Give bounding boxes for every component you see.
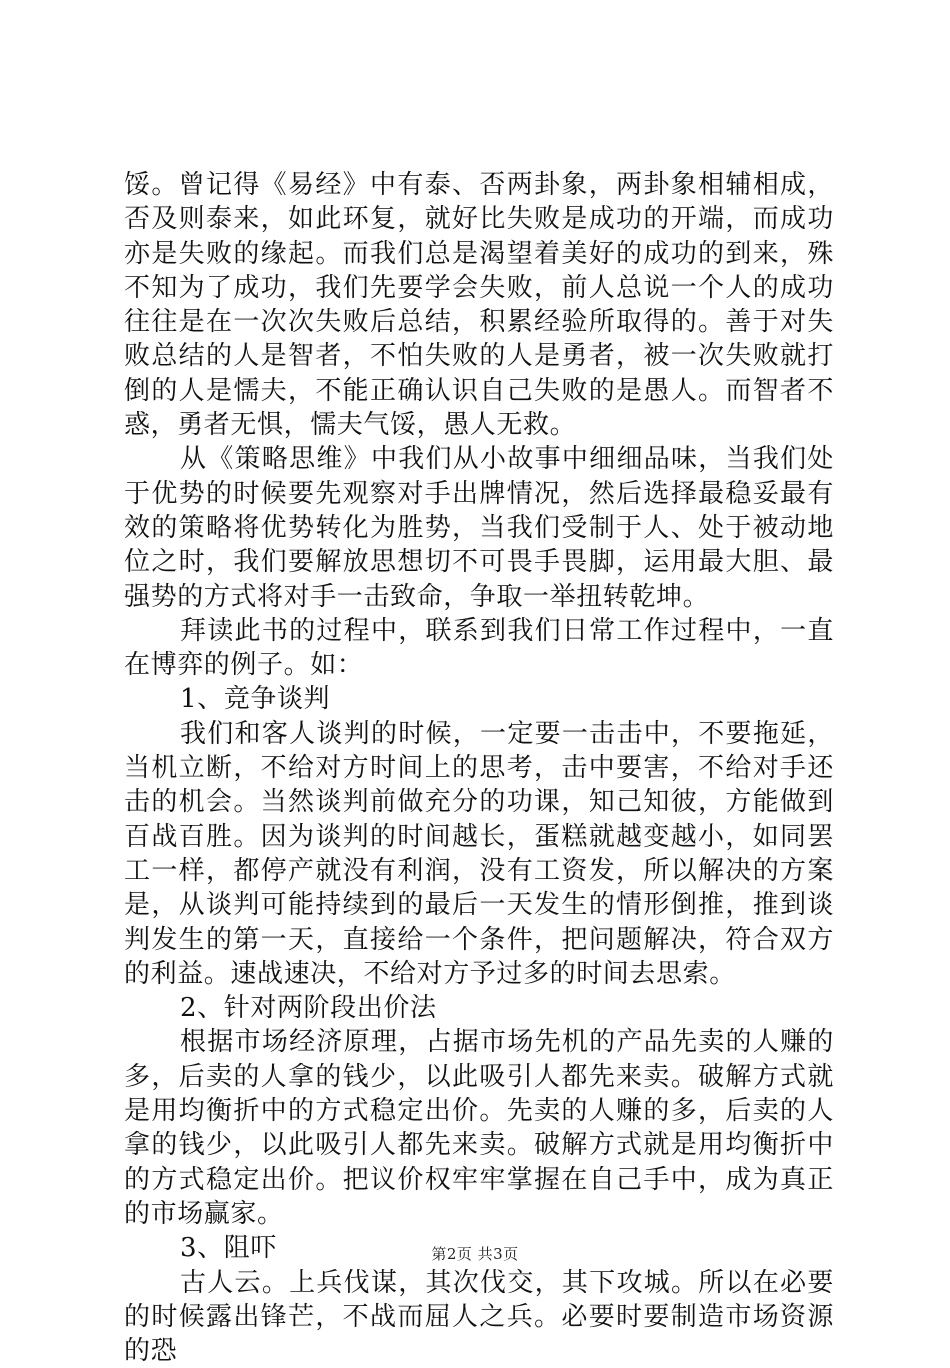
- page-number: 第2页: [431, 1245, 472, 1263]
- page-footer: [0, 1244, 950, 1264]
- paragraph-negotiation: 我们和客人谈判的时候，一定要一击击中，不要拖延，当机立断，不给对方时间上的思考，击中要害，不给对手还击的机会。当然谈判前做充分的功课，知己知彼，方能做到百战百胜。因为谈判的时间越长，蛋糕就越变越小，如同罢工一样，都停产就没有利润，没有工资发，所以解决的方案是，从谈判可能持续到的最后一天发生的情形倒推，推到谈判发生的第一天，直接给一个条件，把问题解决，符合双方的利益。速战速决，不给对方予过多的时间去思索。: [124, 717, 834, 991]
- section-heading-two-stage-bidding: 2、针对两阶段出价法: [124, 991, 834, 1025]
- paragraph-deterrence: 古人云。上兵伐谋，其次伐交，其下攻城。所以在必要的时候露出锋芒，不战而屈人之兵。必要时要制造市场资源的恐: [124, 1266, 834, 1368]
- paragraph-continuation: 馁。曾记得《易经》中有泰、否两卦象，两卦象相辅相成，否及则泰来，如此环复，就好比失败是成功的开端，而成功亦是失败的缘起。而我们总是渴望着美好的成功的到来，殊不知为了成功，我们先要学会失败，前人总说一个人的成功往往是在一次次失败后总结，积累经验所取得的。善于对失败总结的人是智者，不怕失败的人是勇者，被一次失败就打倒的人是懦夫，不能正确认识自己失败的是愚人。而智者不惑，勇者无惧，懦夫气馁，愚人无救。: [124, 168, 834, 442]
- paragraph-work-examples: 拜读此书的过程中，联系到我们日常工作过程中，一直在博弈的例子。如：: [124, 614, 834, 683]
- paragraph-two-stage-bidding: 根据市场经济原理，占据市场先机的产品先卖的人赚的多，后卖的人拿的钱少，以此吸引人都先来卖。破解方式就是用均衡折中的方式稳定出价。先卖的人赚的多，后卖的人拿的钱少，以此吸引人都先来卖。破解方式就是用均衡折中的方式稳定出价。把议价权牢牢掌握在自己手中，成为真正的市场赢家。: [124, 1025, 834, 1231]
- document-body: [124, 168, 834, 1368]
- section-heading-negotiation: 1、竞争谈判: [124, 682, 834, 716]
- section-heading-deterrence: 3、阻吓: [124, 1231, 834, 1265]
- page-total: 共3页: [478, 1245, 519, 1263]
- paragraph-strategy-thinking: 从《策略思维》中我们从小故事中细细品味，当我们处于优势的时候要先观察对手出牌情况，然后选择最稳妥最有效的策略将优势转化为胜势，当我们受制于人、处于被动地位之时，我们要解放思想切不可畏手畏脚，运用最大胆、最强势的方式将对手一击致命，争取一举扭转乾坤。: [124, 442, 834, 613]
